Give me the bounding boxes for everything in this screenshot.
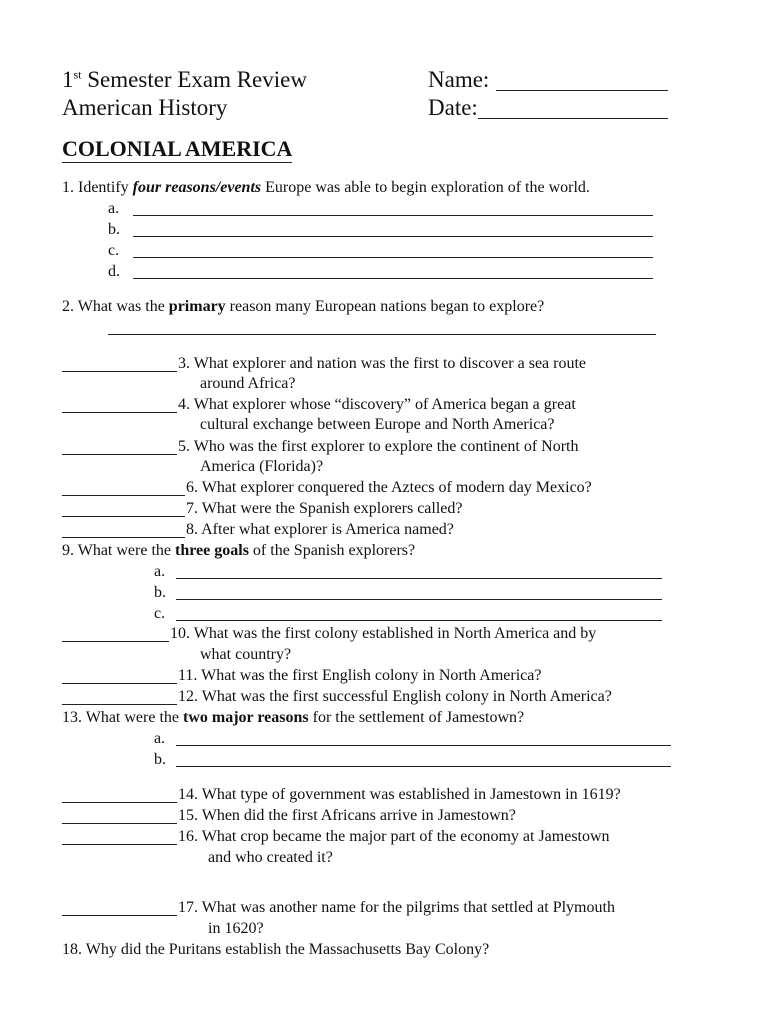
question-18: 18. Why did the Puritans establish the Massachusetts Bay Colony? <box>62 941 490 958</box>
question-4: 4. What explorer whose “discovery” of America began a great <box>178 396 576 413</box>
name-blank[interactable] <box>496 90 668 91</box>
q1-letter-b: b. <box>108 221 120 238</box>
q1-answer-d[interactable] <box>133 278 653 279</box>
q5-answer[interactable] <box>62 454 177 455</box>
q1-letter-a: a. <box>108 200 120 217</box>
date-label: Date: <box>428 95 478 120</box>
question-8: 8. After what explorer is America named? <box>186 521 454 538</box>
name-label: Name: <box>428 67 490 92</box>
q16-answer[interactable] <box>62 844 177 845</box>
q9-letter-c: c. <box>154 605 166 622</box>
date-blank[interactable] <box>478 118 668 119</box>
q1-letter-d: d. <box>108 263 120 280</box>
question-5: 5. Who was the first explorer to explore the continent of North <box>178 438 579 455</box>
q1-answer-b[interactable] <box>133 236 653 237</box>
exam-title: 1st Semester Exam Review <box>62 67 307 92</box>
question-10-cont: what country? <box>200 646 292 663</box>
question-6: 6. What explorer conquered the Aztecs of modern day Mexico? <box>186 479 592 496</box>
q13-answer-b[interactable] <box>176 766 671 767</box>
question-17-cont: in 1620? <box>208 920 264 937</box>
q11-answer[interactable] <box>62 683 177 684</box>
q9-answer-b[interactable] <box>176 599 662 600</box>
q17-answer[interactable] <box>62 915 177 916</box>
question-17: 17. What was another name for the pilgrims that settled at Plymouth <box>178 899 615 916</box>
section-title: COLONIAL AMERICA <box>62 136 293 161</box>
q14-answer[interactable] <box>62 802 177 803</box>
question-16: 16. What crop became the major part of the economy at Jamestown <box>178 828 610 845</box>
question-2: 2. What was the primary reason many European nations began to explore? <box>62 298 545 315</box>
q13-answer-a[interactable] <box>176 745 671 746</box>
question-12: 12. What was the first successful English colony in North America? <box>178 688 612 705</box>
q1-answer-a[interactable] <box>133 215 653 216</box>
q12-answer[interactable] <box>62 704 177 705</box>
q15-answer[interactable] <box>62 823 177 824</box>
question-13: 13. What were the two major reasons for the settlement of Jamestown? <box>62 709 525 726</box>
q4-answer[interactable] <box>62 412 177 413</box>
question-14: 14. What type of government was established in Jamestown in 1619? <box>178 786 621 803</box>
question-3: 3. What explorer and nation was the first to discover a sea route <box>178 355 587 372</box>
q1-answer-c[interactable] <box>133 257 653 258</box>
question-3-cont: around Africa? <box>200 375 296 392</box>
question-4-cont: cultural exchange between Europe and North America? <box>200 416 555 433</box>
question-16-cont: and who created it? <box>208 849 333 866</box>
q2-answer[interactable] <box>108 334 656 335</box>
question-7: 7. What were the Spanish explorers called? <box>186 500 463 517</box>
question-15: 15. When did the first Africans arrive in Jamestown? <box>178 807 516 824</box>
q6-answer[interactable] <box>62 495 185 496</box>
q8-answer[interactable] <box>62 537 185 538</box>
q13-letter-a: a. <box>154 730 166 747</box>
q9-answer-c[interactable] <box>176 620 662 621</box>
course-subtitle: American History <box>62 95 228 120</box>
q13-letter-b: b. <box>154 751 166 768</box>
q9-answer-a[interactable] <box>176 578 662 579</box>
q10-answer[interactable] <box>62 641 169 642</box>
q7-answer[interactable] <box>62 516 185 517</box>
question-9: 9. What were the three goals of the Spanish explorers? <box>62 542 416 559</box>
question-1: 1. Identify four reasons/events Europe was able to begin exploration of the world. <box>62 179 590 196</box>
question-11: 11. What was the first English colony in North America? <box>178 667 542 684</box>
q1-letter-c: c. <box>108 242 120 259</box>
q3-answer[interactable] <box>62 371 177 372</box>
question-10: 10. What was the first colony established in North America and by <box>170 625 597 642</box>
q9-letter-a: a. <box>154 563 166 580</box>
q9-letter-b: b. <box>154 584 166 601</box>
question-5-cont: America (Florida)? <box>200 458 324 475</box>
